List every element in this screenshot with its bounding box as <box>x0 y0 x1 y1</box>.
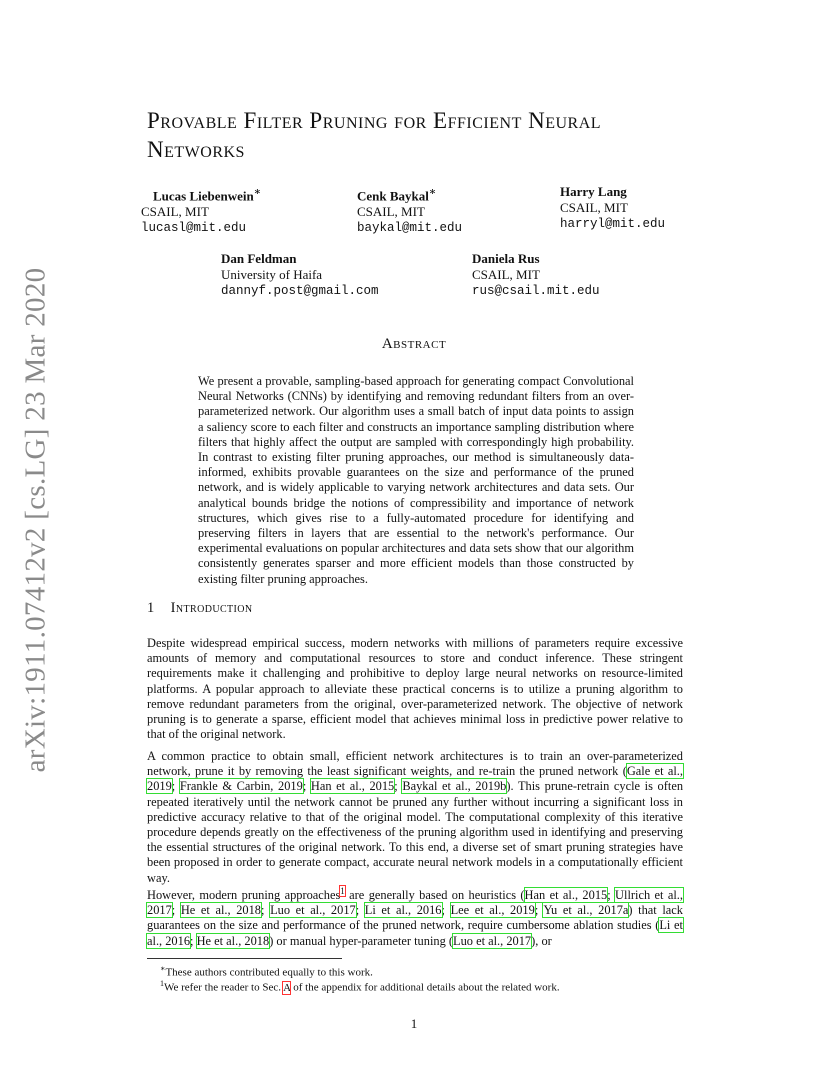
body-paragraph: Despite widespread empirical success, modern networks with millions of parameters require excessive amounts of memory and computational resources to store and conduct inference. These stringent requirements make it challenging and prohibitive to deploy large neural networks on resource-limited platforms. A popular approach to alleviate these practical concerns is to utilize a pruning algorithm to remove redundant parameters from the original, over-parameterized network. The objective of network pruning is to generate a sparse, efficient model that achieves minimal loss in predictive power relative to that of the original network. <box>147 636 683 742</box>
title-line-2: Networks <box>147 137 245 162</box>
author-email[interactable]: lucasl@mit.edu <box>141 221 247 236</box>
page-number: 1 <box>410 1016 418 1031</box>
author-name: Cenk Baykal∗ <box>357 186 437 204</box>
section-heading <box>147 600 253 617</box>
section-number: 1 <box>147 600 155 616</box>
author-affiliation: CSAIL, MIT <box>560 200 628 215</box>
arxiv-stamp: arXiv:1911.07412v2 [cs.LG] 23 Mar 2020 <box>19 267 52 773</box>
title-line-1: Provable Filter Pruning for Efficient Neural <box>147 108 602 133</box>
author-name: Dan Feldman <box>221 251 297 266</box>
author-affiliation: CSAIL, MIT <box>472 267 540 282</box>
abstract-body: We present a provable, sampling-based approach for generating compact Convolutional Neural Networks (CNNs) by identifying and removing redundant filters from an over-parameterized network. Our algorithm uses a small batch of input data points to assign a saliency score to each filter and constructs an importance sampling distribution where filters that highly affect the output are sampled with correspondingly high probability. In contrast to existing filter pruning approaches, our method is simultaneously data-informed, exhibits provable guarantees on the size and performance of the pruned network, and is widely applicable to varying network architectures and data sets. Our analytical bounds bridge the notions of compressibility and importance of network structures, which gives rise to a fully-automated procedure for identifying and preserving filters in layers that are essential to the network's performance. Our experimental evaluations on popular architectures and data sets show that our algorithm consistently generates sparser and more efficient models than those constructed by existing filter pruning approaches. <box>198 374 634 586</box>
author-block <box>357 184 462 236</box>
author-block <box>221 251 379 299</box>
footnote: $^1$We refer the reader to Sec. A of the appendix for additional details about the related work. <box>160 979 560 994</box>
citation-link[interactable]: Han et al., 2015 <box>524 888 608 902</box>
author-affiliation: CSAIL, MIT <box>357 204 425 220</box>
author-name: Daniela Rus <box>472 251 540 266</box>
footnote-divider <box>147 958 342 959</box>
author-email[interactable]: dannyf.post@gmail.com <box>221 284 379 298</box>
citation-link[interactable]: Li et al., 2016 <box>147 918 683 948</box>
author-block <box>560 184 665 232</box>
citation-link[interactable]: Han et al., 2015 <box>310 779 395 794</box>
author-email[interactable]: baykal@mit.edu <box>357 221 463 236</box>
section-title: Introduction <box>170 600 253 616</box>
author-affiliation: University of Haifa <box>221 267 323 282</box>
citation-link[interactable]: Lee et al., 2019 <box>450 903 535 918</box>
citation-link[interactable]: Li et al., 2016 <box>364 903 442 918</box>
citation-link[interactable]: Baykal et al., 2019b <box>402 779 507 794</box>
body-paragraph: A common practice to obtain small, efficient network architectures is to train an over-parameterized network, prune it by removing the least significant weights, and re-train the pruned network (Gale et al., 2019; Frankle & Carbin, 2019; Han et al., 2015; Baykal et al., 2019b). This prune-retrain cycle is often repeated iteratively until the network cannot be pruned any further without incurring a significant loss in predictive accuracy relative to that of the original model. The computational complexity of this iterative procedure depends greatly on the effectiveness of the pruning algorithm used in identifying and preserving the essential structures of the original network. To this end, a diverse set of smart pruning strategies have been proposed in order to generate compact, accurate neural network models in a computationally efficient way. <box>147 749 684 885</box>
author-name: Harry Lang <box>560 184 627 199</box>
citation-link[interactable]: He et al., 2018 <box>180 903 261 918</box>
citation-link[interactable]: Luo et al., 2017 <box>270 903 356 918</box>
author-email[interactable]: rus@csail.mit.edu <box>472 284 600 298</box>
author-name: Lucas Liebenwein∗ <box>153 186 262 204</box>
citation-link[interactable]: Luo et al., 2017 <box>453 933 532 948</box>
author-block <box>141 184 262 236</box>
author-email[interactable]: harryl@mit.edu <box>560 217 666 231</box>
paper-title <box>147 106 707 164</box>
citation-link[interactable]: He et al., 2018 <box>196 933 270 948</box>
citation-link[interactable]: Frankle & Carbin, 2019 <box>179 779 303 794</box>
citation-link[interactable]: Yu et al., 2017a <box>543 903 629 918</box>
footnote-link[interactable]: 1 <box>340 885 345 896</box>
citation-link[interactable]: Ullrich et al., 2017 <box>147 888 683 918</box>
citation-link[interactable]: Gale et al., 2019 <box>147 764 683 794</box>
section-link[interactable]: A <box>283 981 291 994</box>
abstract-heading: Abstract <box>381 336 447 352</box>
footnote: ∗These authors contributed equally to this work. <box>160 964 373 979</box>
author-block <box>472 251 600 299</box>
body-paragraph: However, modern pruning approaches$^1$ are generally based on heuristics (Han et al., 2015; Ullrich et al., 2017; He et al., 2018; Luo et al., 2017; Li et al., 2016; Lee et al., 2019; Yu et al., 2017a) that lack guarantees on the size and performance of the pruned network, require cumbersome ablation studies (Li et al., 2016; He et al., 2018) or manual hyper-parameter tuning (Luo et al., 2017), or <box>147 885 683 948</box>
author-affiliation: CSAIL, MIT <box>141 204 209 220</box>
